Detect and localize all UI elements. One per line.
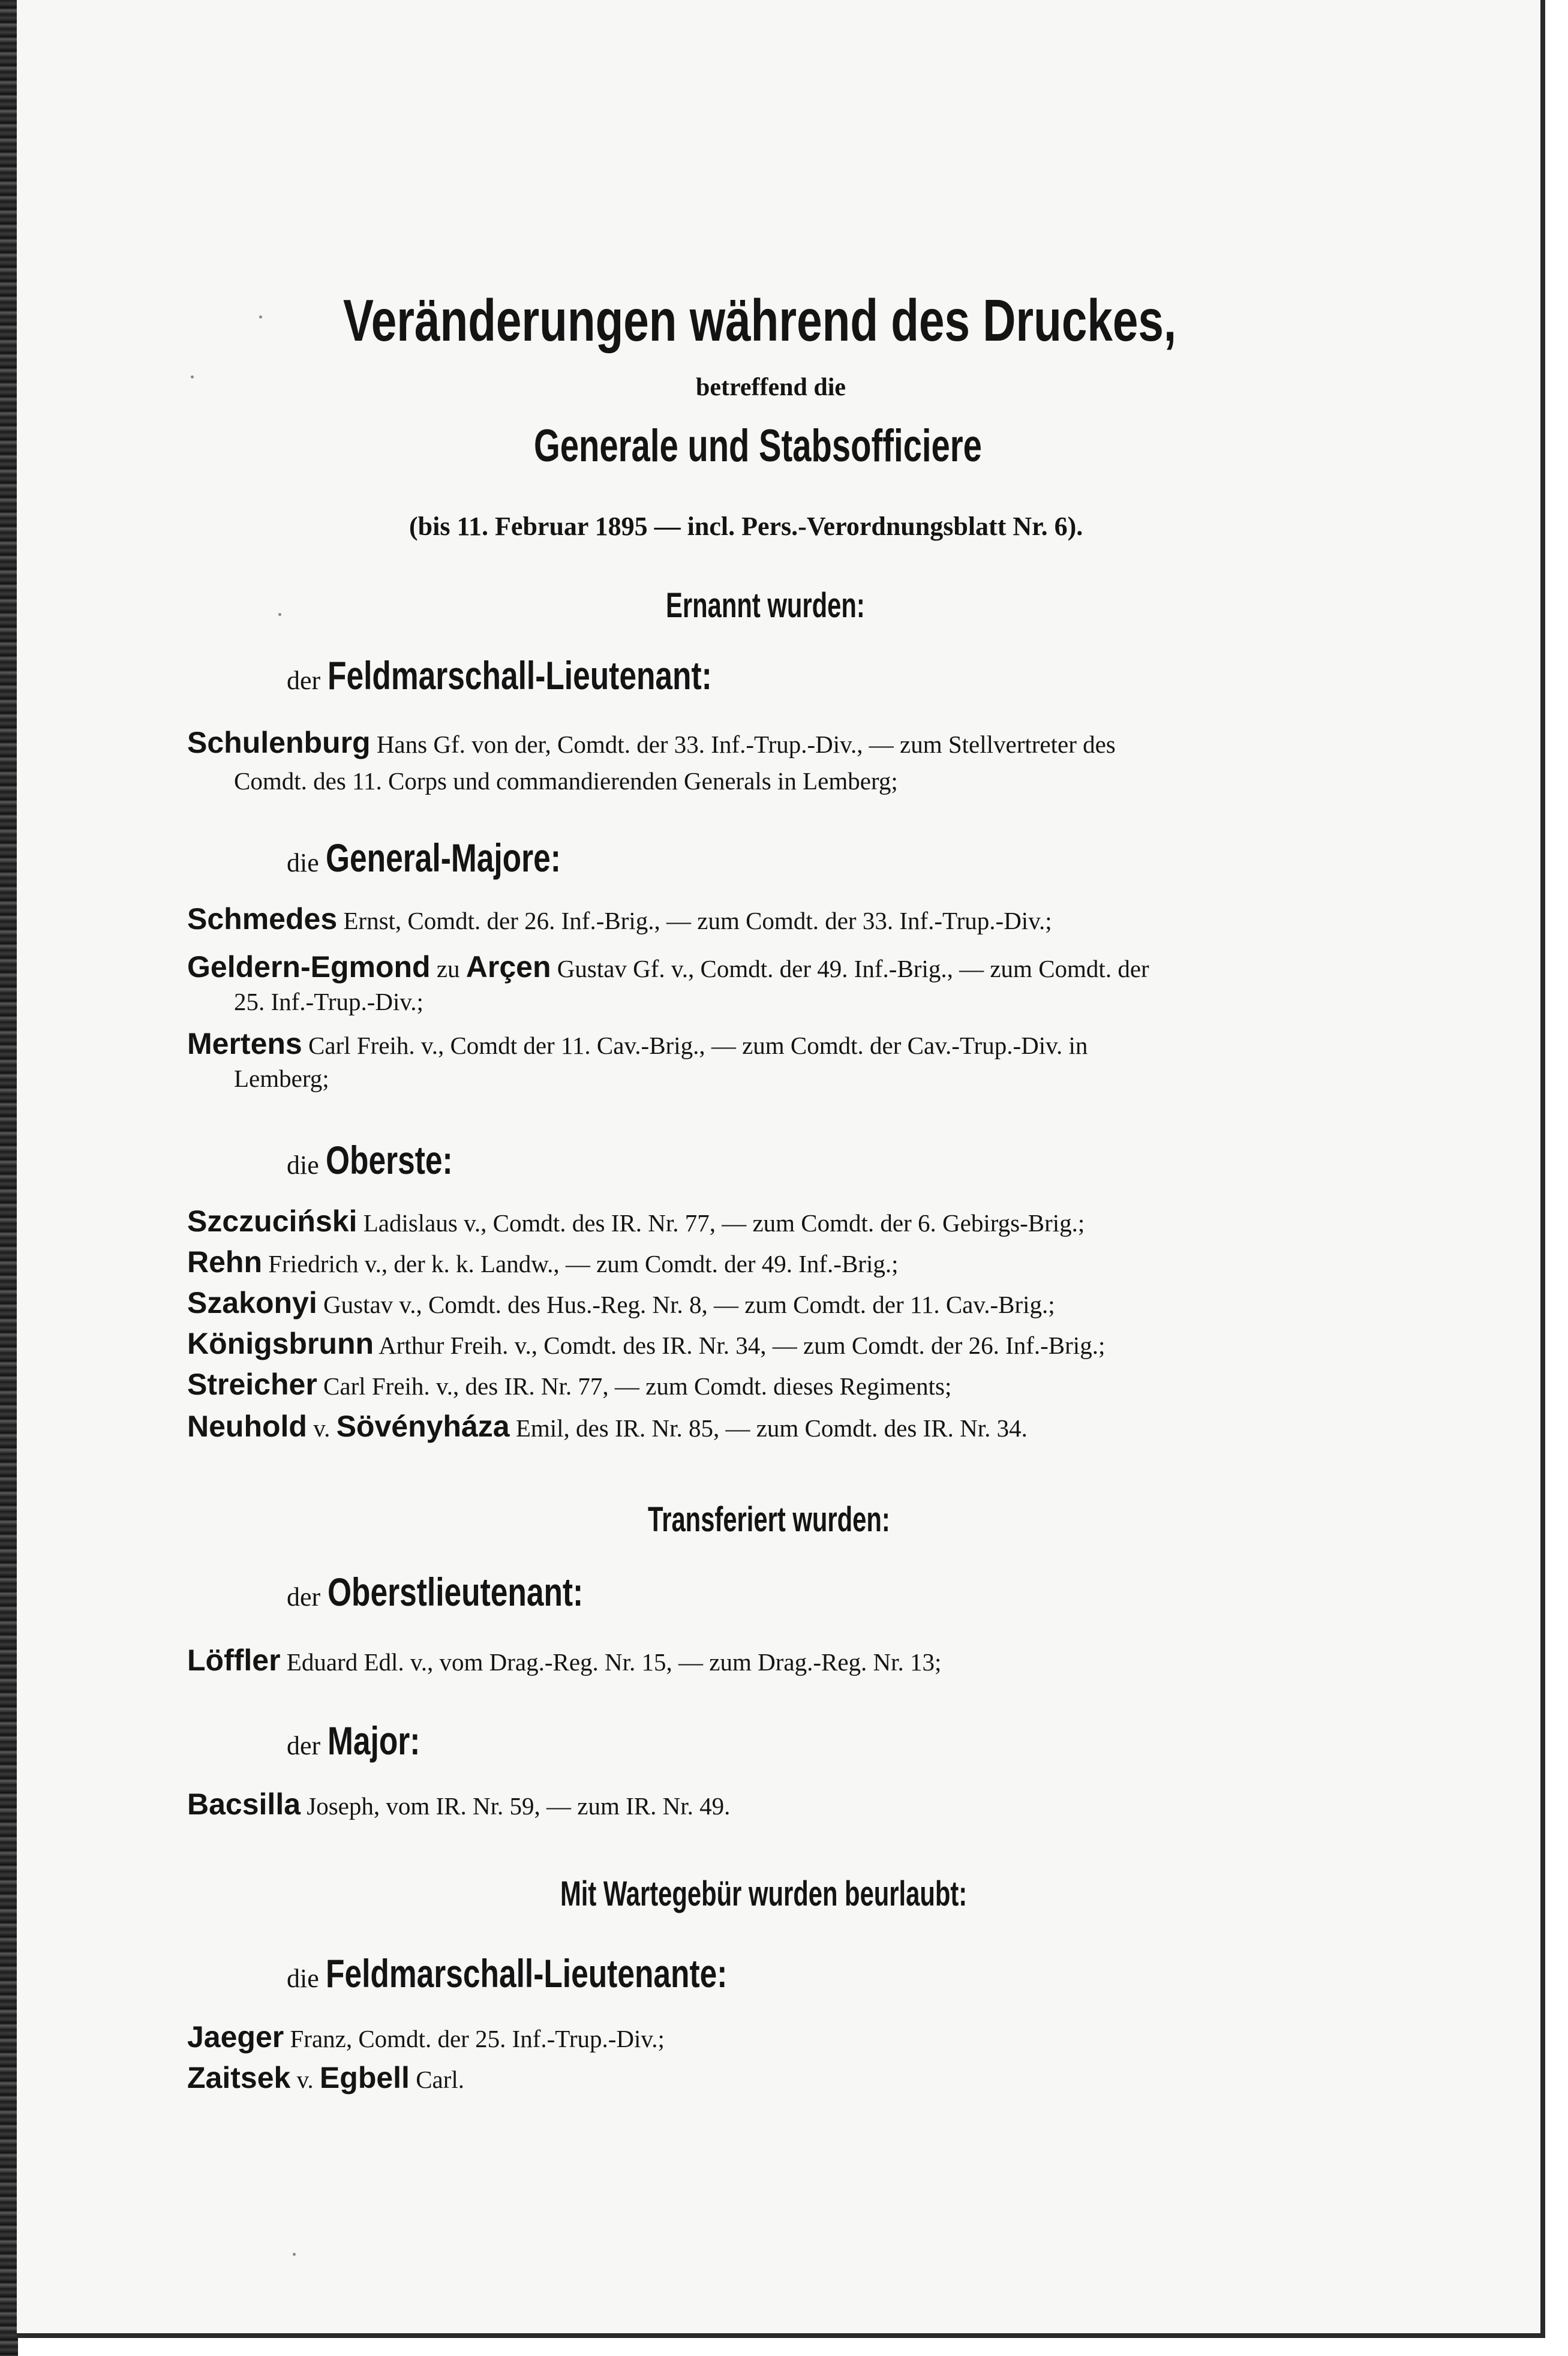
entry-continuation: Lemberg; <box>234 1065 329 1092</box>
section-title-ernannt: Ernannt wurden: <box>666 586 865 625</box>
entry-jaeger: Jaeger Franz, Comdt. der 25. Inf.-Trup.-Div.; <box>187 2020 665 2054</box>
entry-rehn: Rehn Friedrich v., der k. k. Landw., — zum Comdt. der 49. Inf.-Brig.; <box>187 1245 899 1279</box>
section-title-transferiert: Transferiert wurden: <box>648 1500 890 1539</box>
entry-loeffler: Löffler Eduard Edl. v., vom Drag.-Reg. Nr. 15, — zum Drag.-Reg. Nr. 13; <box>187 1643 942 1677</box>
entry-zaitsek: Zaitsek v. Egbell Carl. <box>187 2061 465 2094</box>
entry-koenigsbrunn: Königsbrunn Arthur Freih. v., Comdt. des IR. Nr. 34, — zum Comdt. der 26. Inf.-Brig.; <box>187 1327 1106 1360</box>
print-speck <box>278 613 281 616</box>
rank-heading-oberstlieutenant: der Oberstlieutenant: <box>287 1570 583 1614</box>
dateline: (bis 11. Februar 1895 — incl. Pers.-Verordnungsblatt Nr. 6). <box>409 512 1083 541</box>
print-speck <box>259 315 262 318</box>
entry-schmedes: Schmedes Ernst, Comdt. der 26. Inf.-Brig., — zum Comdt. der 33. Inf.-Trup.-Div.; <box>187 902 1052 936</box>
subtitle: betreffend die <box>696 374 846 401</box>
entry-mertens: Mertens Carl Freih. v., Comdt der 11. Cav.-Brig., — zum Comdt. der Cav.-Trup.-Div. in <box>187 1027 1088 1060</box>
print-speck <box>191 375 194 378</box>
entry-streicher: Streicher Carl Freih. v., des IR. Nr. 77, — zum Comdt. dieses Regiments; <box>187 1368 952 1401</box>
rank-heading-fml-plural: die Feldmarschall-Lieutenante: <box>287 1951 728 1996</box>
entry-continuation: Comdt. des 11. Corps und commandierenden Generals in Lemberg; <box>234 767 898 795</box>
entry-continuation: 25. Inf.-Trup.-Div.; <box>234 988 423 1015</box>
rank-heading-gm: die General-Majore: <box>287 836 561 880</box>
rank-heading-fml: der Feldmarschall-Lieutenant: <box>287 653 712 698</box>
entry-szakonyi: Szakonyi Gustav v., Comdt. des Hus.-Reg. Nr. 8, — zum Comdt. der 11. Cav.-Brig.; <box>187 1286 1055 1320</box>
document-title: Veränderungen während des Druckes, <box>343 287 1177 353</box>
rank-heading-major: der Major: <box>287 1718 420 1763</box>
print-speck <box>293 2253 296 2256</box>
entry-schulenburg: Schulenburg Hans Gf. von der, Comdt. der 33. Inf.-Trup.-Div., — zum Stellvertreter des <box>187 726 1116 759</box>
entry-neuhold: Neuhold v. Sövényháza Emil, des IR. Nr. 85, — zum Comdt. des IR. Nr. 34. <box>187 1410 1028 1443</box>
entry-bacsilla: Bacsilla Joseph, vom IR. Nr. 59, — zum IR. Nr. 49. <box>187 1787 731 1821</box>
entry-geldern-egmond: Geldern-Egmond zu Arçen Gustav Gf. v., Comdt. der 49. Inf.-Brig., — zum Comdt. der <box>187 950 1149 984</box>
scan-edge <box>0 0 18 2356</box>
entry-szczucinski: Szczuciński Ladislaus v., Comdt. des IR. Nr. 77, — zum Comdt. der 6. Gebirgs-Brig.; <box>187 1204 1085 1238</box>
section-title-wartegebuehr: Mit Wartegebür wurden beurlaubt: <box>560 1874 968 1913</box>
main-heading: Generale und Stabsofficiere <box>534 420 982 471</box>
rank-heading-oberste: die Oberste: <box>287 1138 453 1182</box>
